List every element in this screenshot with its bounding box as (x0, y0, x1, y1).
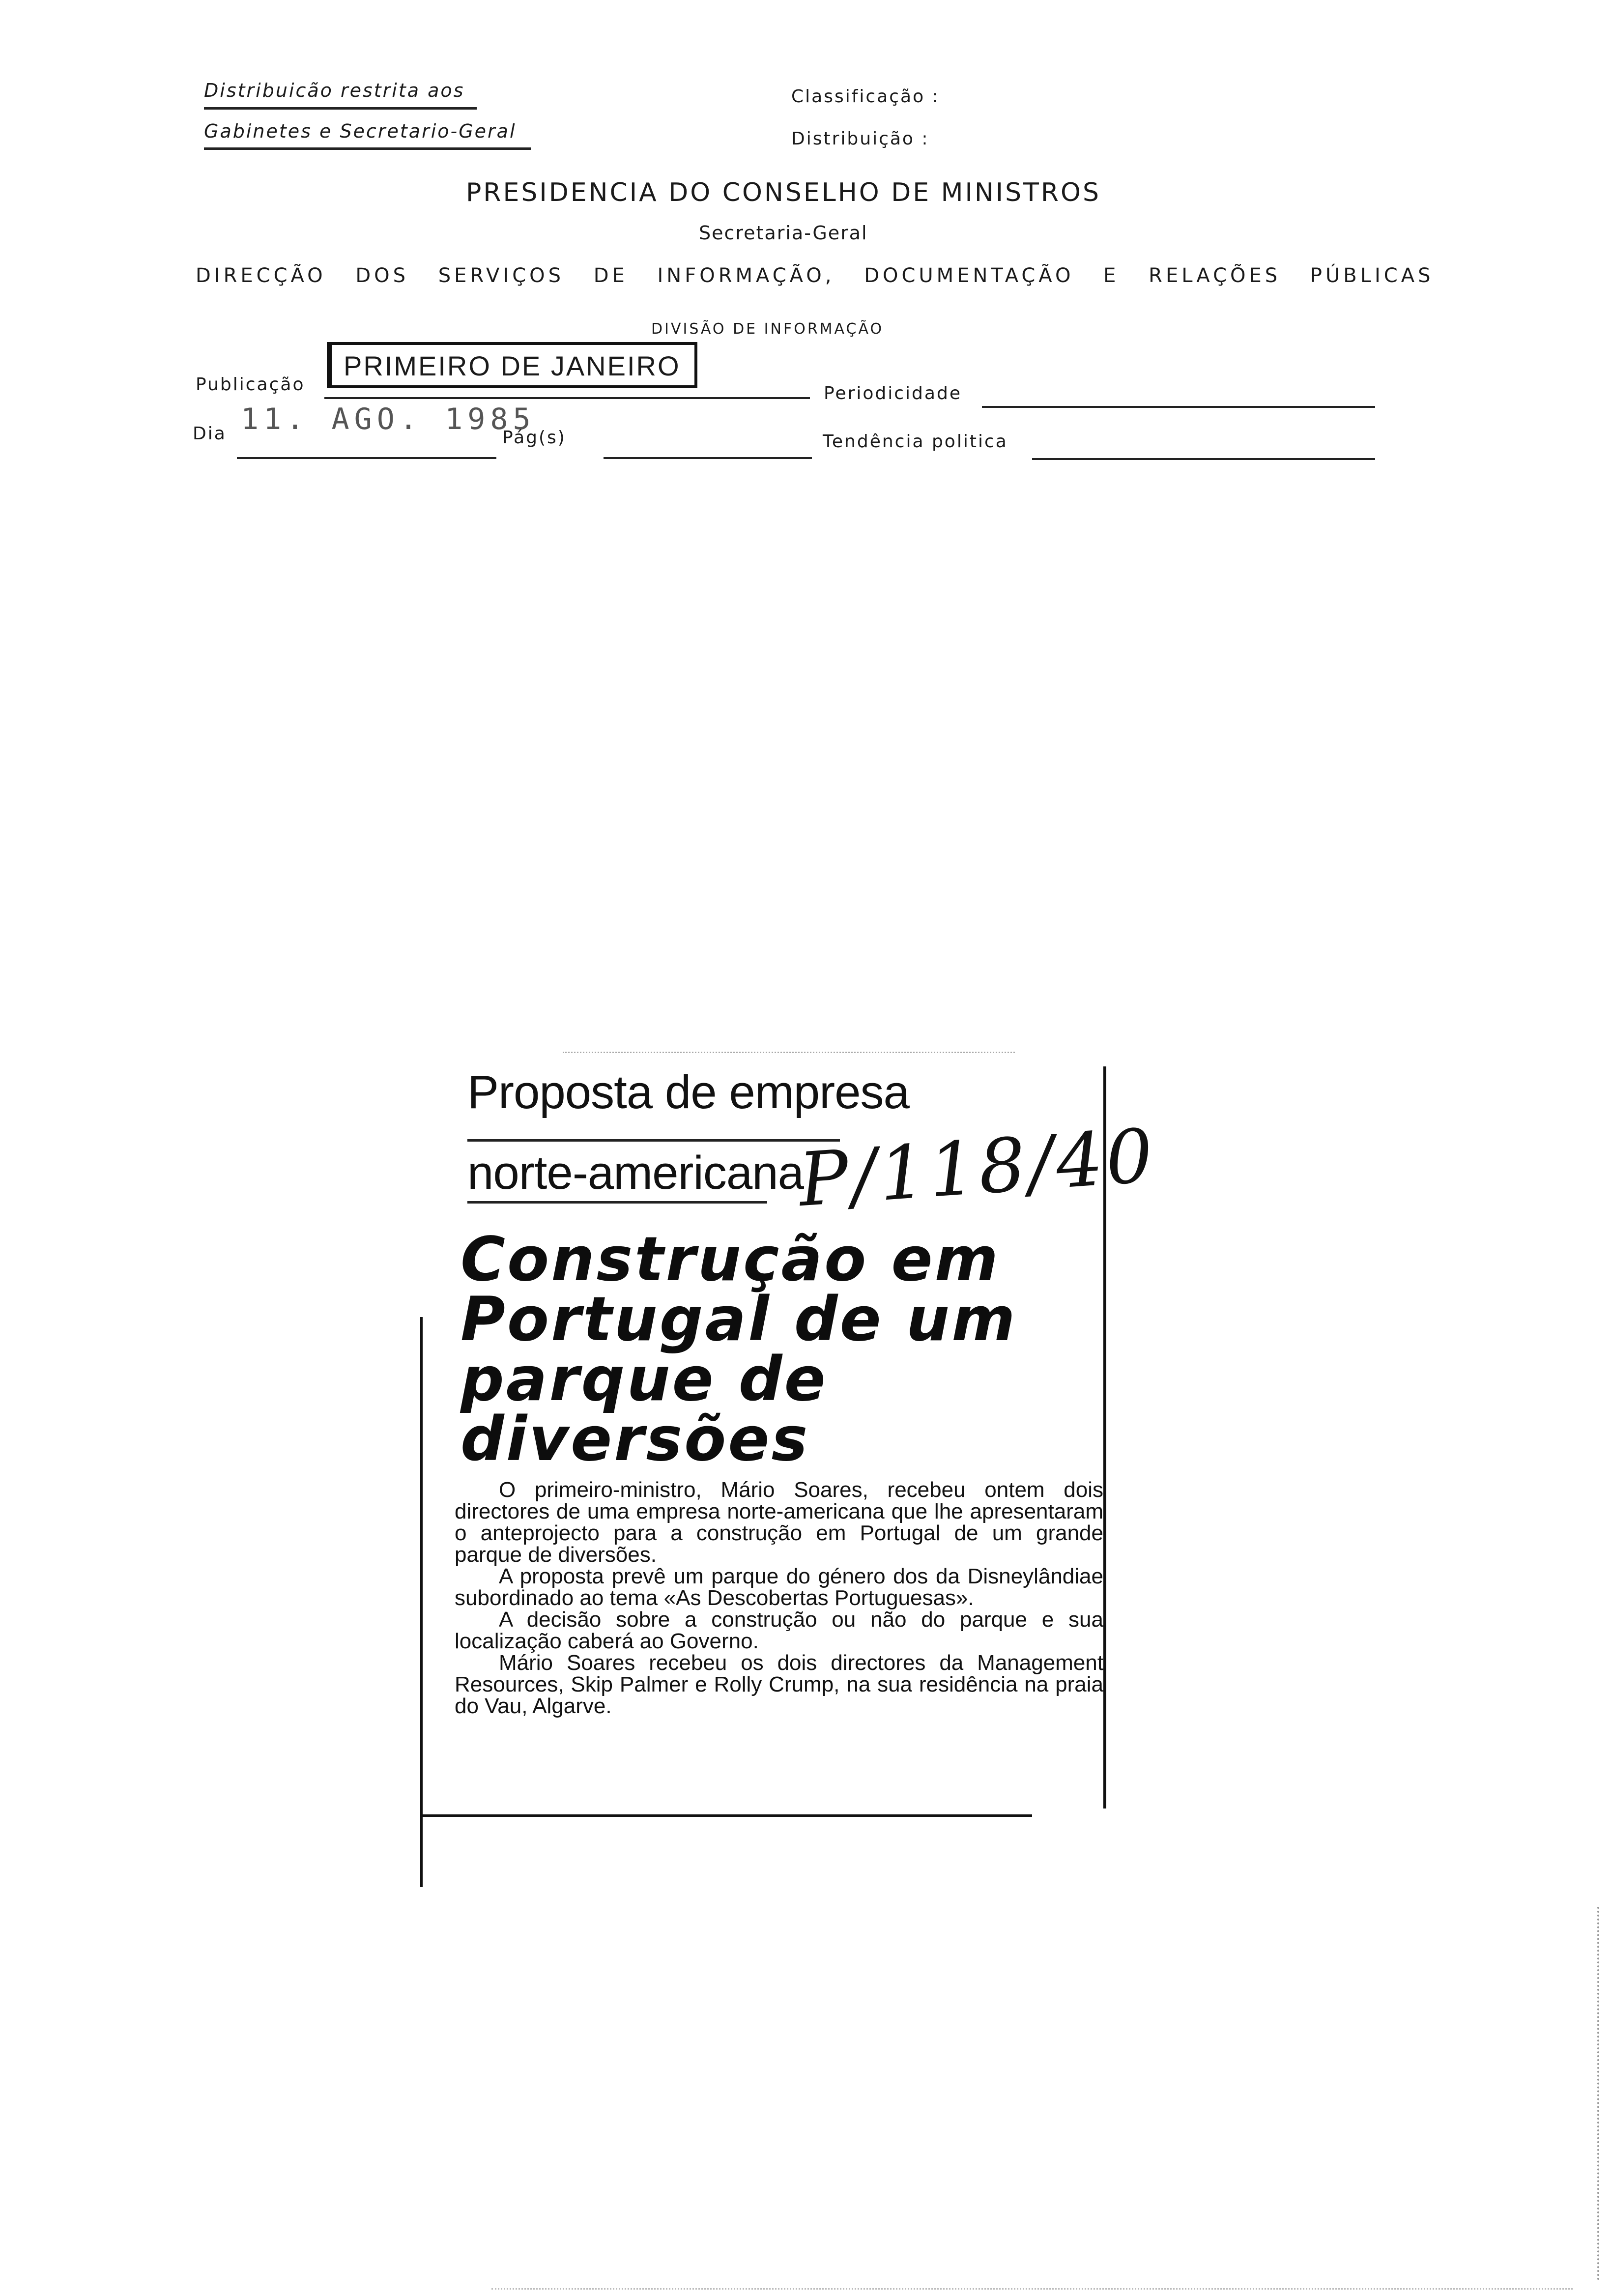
day-label: Dia (193, 424, 227, 444)
pages-line (604, 457, 812, 459)
date-stamp: 11. AGO. 1985 (241, 402, 536, 436)
newspaper-clipping (420, 1052, 1159, 1828)
political-tendency-label: Tendência politica (823, 431, 1008, 452)
article-paragraph: A decisão sobre a construção ou não do parque e sua localização caberá ao Governo. (455, 1607, 1103, 1653)
day-line (237, 457, 496, 459)
publication-line (324, 397, 810, 399)
restricted-distribution-line-2: Gabinetes e Secretario-Geral (204, 120, 517, 142)
article-body (455, 1479, 1103, 1717)
publication-stamp: PRIMEIRO DE JANEIRO (327, 342, 697, 388)
division-title: DIVISÃO DE INFORMAÇÃO (651, 320, 884, 338)
kicker-line-1: Proposta de empresa (467, 1066, 909, 1119)
scan-edge-bottom (491, 2288, 1573, 2290)
headline: Construção em Portugal de um parque de diversões (461, 1224, 1017, 1475)
directorate-title: DIRECÇÃO DOS SERVIÇOS DE INFORMAÇÃO, DOCUMENTAÇÃO E RELAÇÕES PÚBLICAS (196, 264, 1434, 287)
publication-label: Publicação (196, 374, 305, 395)
restricted-underline-1 (204, 107, 477, 110)
classification-label: Classificação : (791, 86, 940, 107)
restricted-distribution-line-1: Distribuicão restrita aos (204, 80, 465, 101)
periodicity-label: Periodicidade (824, 383, 962, 403)
handwritten-reference-note: P/118/40 (796, 1113, 1159, 1224)
pages-label: Pág(s) (502, 428, 566, 448)
scan-edge-right (1597, 1907, 1599, 2280)
clipping-bottom-border (420, 1814, 1032, 1817)
kicker-underline-2 (467, 1201, 767, 1204)
organization-title: PRESIDENCIA DO CONSELHO DE MINISTROS (466, 178, 1101, 207)
distribution-label: Distribuição : (791, 129, 929, 149)
clipping-left-border (420, 1317, 423, 1887)
article-paragraph: O primeiro-ministro, Mário Soares, recebeu ontem dois directores de uma empresa norte-americana que lhe apresentaram o anteprojecto para a construção em Portugal de um grande parque de diversões. (455, 1478, 1103, 1567)
article-paragraph: A proposta prevê um parque do género dos da Disneylândiae subordinado ao tema «As Descobertas Portuguesas». (455, 1564, 1103, 1610)
periodicity-line (982, 406, 1375, 408)
clipping-top-edge (563, 1052, 1015, 1053)
restricted-underline-2 (204, 147, 531, 150)
political-tendency-line (1032, 458, 1375, 460)
secretariat-title: Secretaria-Geral (699, 222, 868, 244)
kicker-line-2: norte-americana (467, 1147, 804, 1199)
article-paragraph: Mário Soares recebeu os dois directores da Management Resources, Skip Palmer e Rolly Crump, na sua residência na praia do Vau, Algarve. (455, 1651, 1103, 1718)
kicker-underline-1 (467, 1139, 840, 1142)
